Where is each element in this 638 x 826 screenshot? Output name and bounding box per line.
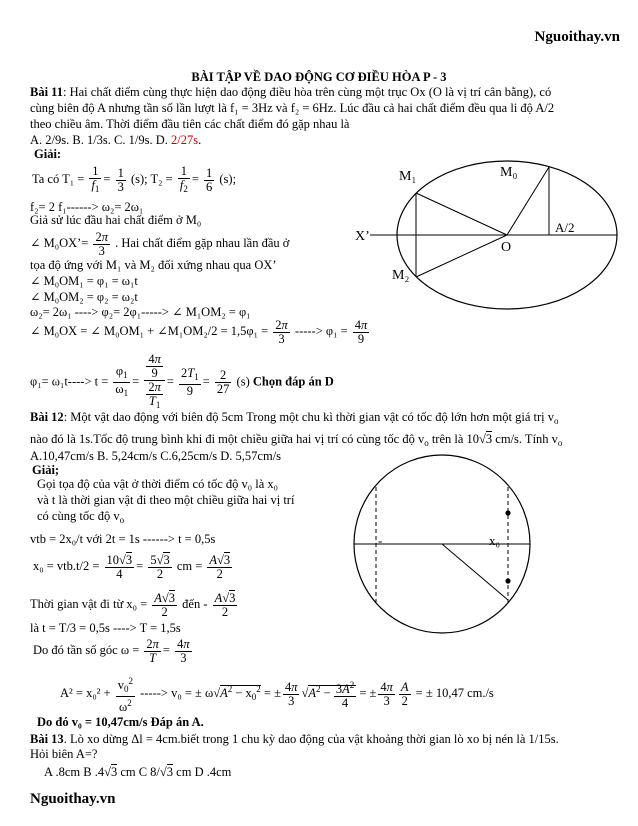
bai12-result: Do đó v₀ = 10,47cm/s Đáp án A. <box>37 715 204 729</box>
bai11-question-line1: Bài 11: Hai chất điểm cùng thực hiện dao động điều hòa trên cùng một trục Ox (O là vị trí cân bằng), có <box>30 85 552 99</box>
fig2-label-minus: - <box>378 533 383 548</box>
bai11-options: A. 2/9s. B. 1/3s. C. 1/9s. D. 2/27s. <box>30 133 202 147</box>
bai12-step2: và t là thời gian vật đi theo một chiều giữa hai vị trí <box>37 493 295 507</box>
bai12-time-line: Thời gian vật đi từ x₀ = $\frac{A√3}{2}$ đến - $\frac{A√3}{2}$ <box>30 590 236 619</box>
bai11-sum-line: ∠ M₀OX = ∠ M₀OM₁ + ∠M₁OM₂/2 = 1,5φ₁ = $\frac{2\pi}{3}$ -----> φ₁ = $\frac{4\pi}{9}$ <box>30 317 368 346</box>
bai11-omega-line: ω₂= 2ω₁ ----> φ₂= 2φ₁-----> ∠ M₁OM₂ = φ₁ <box>30 305 251 319</box>
bai12-solution-label: Giải; <box>32 463 60 477</box>
header-site: Nguoithay.vn <box>534 29 620 45</box>
fig1-label-m0: M₀ <box>500 165 518 180</box>
fig1-label-o: O <box>501 240 512 255</box>
bai11-time-line: φ₁= ω₁t----> t = $\frac{\varphi_1}{\omega_1}$ = $\frac{\frac{4\pi}{9}}{\frac{2\pi}{T_1}}$ = $\frac{2T_1}{9}$ = $\frac{2}{27}$ (s) Chọn đáp án D <box>30 352 334 410</box>
bai13-options: A .8cm B .4√3 cm C 8/√3 cm D .4cm <box>44 765 232 779</box>
bai11-period-line: Ta có T₁ = $\frac{1}{f_1}$ = $\frac{1}{3}$ (s); T₂ = $\frac{1}{f_2}$ = $\frac{1}{6}$ (s); <box>32 163 237 194</box>
fig1-label-a2: A/2 <box>555 220 575 235</box>
bai12-question-line1: Bài 12: Một vật dao động với biên độ 5cm Trong một chu kì thời gian vật có tốc độ lớn hơn một giá trị $v_o$ <box>30 410 559 426</box>
bai12-vtb-line: vtb = 2x₀/t với 2t = 1s ------> t = 0,5s <box>30 532 216 546</box>
bai13-question-line1: Bài 13. Lò xo dừng Δl = 4cm.biết trong 1 chu kỳ dao động của vật khoảng thời gian lò xo bị nén là 1/15s. <box>30 732 559 746</box>
fig1-label-x: X’ <box>355 229 370 244</box>
bai12-omega-line: Do đó tần số góc ω = $\frac{2\pi}{T}$ = $\frac{4\pi}{3}$ <box>33 636 190 665</box>
bai11-angle-line: ∠ M₀OX’= $\frac{2\pi}{3}$ . Hai chất điểm gặp nhau lần đầu ở <box>30 229 290 258</box>
bai11-assume: Giả sử lúc đầu hai chất điểm ở M₀ <box>30 213 202 227</box>
bai11-question-line3: theo chiều âm. Thời điểm đầu tiên các chất điểm đó gặp nhau là <box>30 117 350 131</box>
bai11-solution-label: Giải: <box>34 147 62 161</box>
bai11-f2-line: f₂= 2 f₁------> ω₂= 2ω₁ <box>30 200 144 214</box>
fig2-label-x0: x₀ <box>489 533 501 548</box>
bai12-question-line2: nào đó là 1s.Tốc độ trung bình khi đi một chiều giữa hai vị trí có cùng tốc độ $v_o$ trên là 10√3 cm/s. Tính $v_o$ <box>30 432 563 448</box>
fig2-point-top <box>505 510 510 515</box>
bai11-question-line2: cùng biên độ A nhưng tần số lần lượt là f₁ = 3Hz và f₂ = 6Hz. Lúc đầu cả hai chất điểm đều qua li độ A/2 <box>30 101 555 115</box>
footer-site: Nguoithay.vn <box>30 791 116 807</box>
bai13-question-line2: Hỏi biên A=? <box>30 747 98 761</box>
bai12-options: A.10,47cm/s B. 5,24cm/s C.6,25cm/s D. 5,57cm/s <box>30 449 282 463</box>
bai12-amplitude-line: A² = x₀² + $\frac{v_0^2}{\omega^2}$ -----> v₀ = ± $\omega√A^2 - x_0^2$ = ± $\frac{4\pi}{3}$ $√A^2$ − $\frac{3A^2}{4}$ = ± $\frac{4\pi}{3}$ $\frac{A}{2}$ = ± 10,47 cm./s <box>60 675 494 714</box>
page-title: BÀI TẬP VỀ DAO ĐỘNG CƠ ĐIỀU HÒA P - 3 <box>191 70 447 84</box>
bai12-step1: Gọi tọa độ của vật ở thời điểm có tốc độ v₀ là x₀ <box>37 477 278 491</box>
fig1-label-m2: M₂ <box>392 268 410 283</box>
bai12-x0-line: x₀ = vtb.t/2 = $\frac{10√3}{4}$ = $\frac{5√3}{2}$ cm = $\frac{A√3}{2}$ <box>33 552 231 581</box>
bai11-m2-line: ∠ M₀OM₂ = φ₂ = ω₂t <box>30 290 138 304</box>
fig1-label-m1: M₁ <box>399 169 417 184</box>
bai11-symmetry: tọa độ ứng với M₁ và M₂ đối xứng nhau qua OX’ <box>30 258 277 272</box>
fig2-point-bottom <box>505 578 510 583</box>
fig2-radius <box>442 544 508 600</box>
bai11-m1-line: ∠ M₀OM₁ = φ₁ = ω₁t <box>30 274 138 288</box>
bai12-period-line: là t = T/3 = 0,5s ----> T = 1,5s <box>30 621 181 635</box>
bai12-step3: có cùng tốc độ $v_o$ <box>37 509 125 525</box>
